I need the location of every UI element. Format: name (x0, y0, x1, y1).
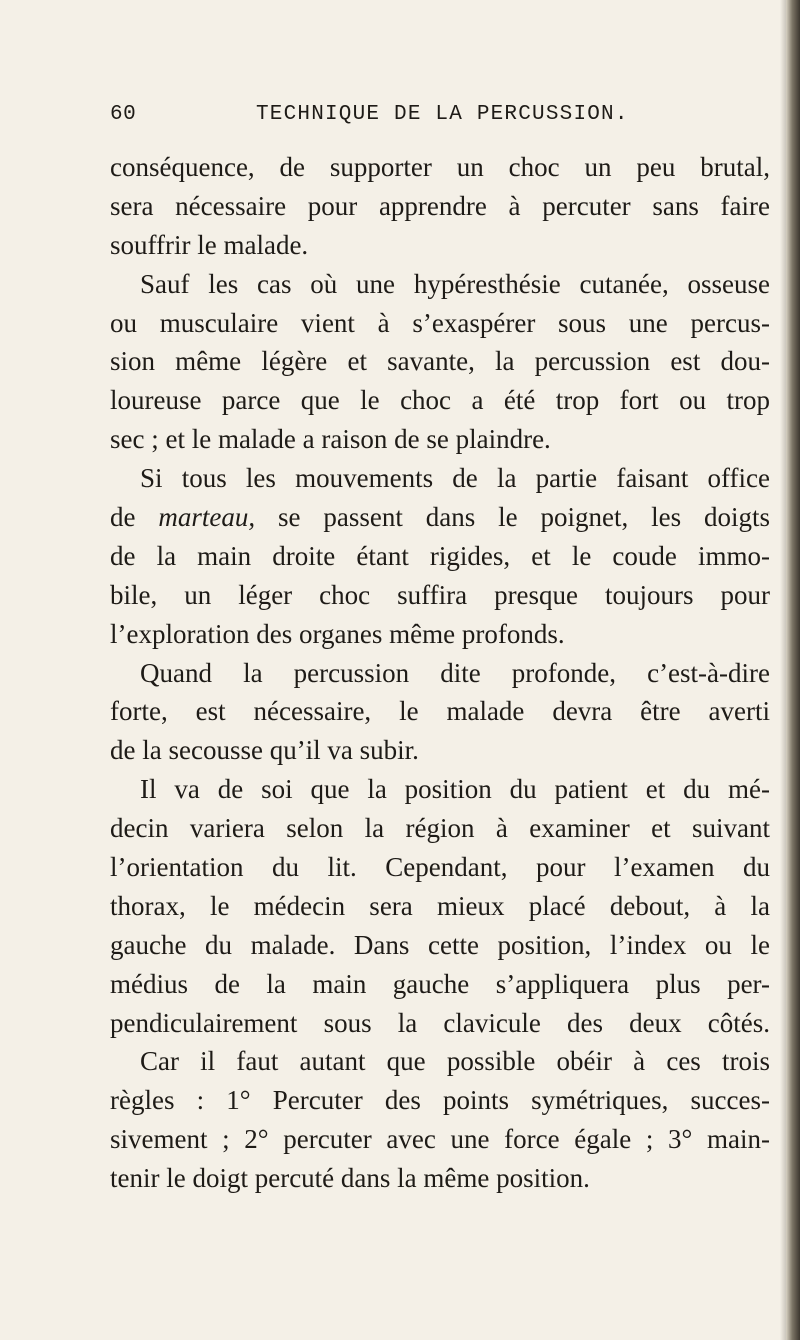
text-line: pendiculairement sous la clavicule des deux côtés. (110, 1007, 770, 1038)
paragraph-start-line: Si tous les mouvements de la partie faisant office (140, 463, 770, 494)
line-prefix: de (110, 502, 136, 533)
text-line: bile, un léger choc suffira presque toujours pour (110, 579, 770, 610)
text-line: souffrir le malade. (110, 229, 309, 260)
text-line: conséquence, de supporter un choc un peu brutal, (110, 152, 770, 182)
text-line-with-italic (110, 498, 770, 537)
text-line: sion même légère et savante, la percussion est dou- (110, 346, 770, 377)
book-spine (786, 0, 800, 1340)
page-header (110, 103, 770, 137)
text-line: gauche du malade. Dans cette position, l’index ou le (110, 929, 770, 960)
text-line: loureuse parce que le choc a été trop fort ou trop (110, 385, 770, 416)
text-line: tenir le doigt percuté dans la même position. (110, 1163, 590, 1194)
text-line: sera nécessaire pour apprendre à percuter sans faire (110, 190, 770, 221)
paragraph-start-line: Car il faut autant que possible obéir à ces trois (140, 1046, 770, 1077)
text-line: l’orientation du lit. Cependant, pour l’examen du (110, 852, 770, 883)
italic-term: marteau, (158, 502, 256, 533)
paragraph-start-line: Il va de soi que la position du patient et du mé- (140, 774, 770, 805)
line-remainder: se passent dans le poignet, les doigts (278, 502, 770, 533)
text-line: decin variera selon la région à examiner et suivant (110, 813, 770, 844)
paragraph-start-line: Sauf les cas où une hypéresthésie cutanée, osseuse (140, 268, 770, 299)
text-line: forte, est nécessaire, le malade devra être averti (110, 696, 770, 727)
running-title: TECHNIQUE DE LA PERCUSSION. (256, 103, 629, 126)
text-line: médius de la main gauche s’appliquera plus per- (110, 968, 770, 999)
paragraph-start-line: Quand la percussion dite profonde, c’est-à-dire (140, 657, 770, 688)
text-line: sivement ; 2° percuter avec une force égale ; 3° main- (110, 1124, 770, 1155)
text-line: thorax, le médecin sera mieux placé debout, à la (110, 890, 770, 921)
text-line: l’exploration des organes même profonds. (110, 618, 565, 649)
page-number: 60 (110, 103, 137, 126)
text-line: de la main droite étant rigides, et le coude immo- (110, 540, 770, 571)
text-line: ou musculaire vient à s’exaspérer sous une percus- (110, 307, 770, 338)
text-line: de la secousse qu’il va subir. (110, 735, 419, 766)
body-text (110, 148, 770, 1198)
text-line: règles : 1° Percuter des points symétriques, succes- (110, 1085, 770, 1116)
text-line: sec ; et le malade a raison de se plaindre. (110, 424, 551, 455)
